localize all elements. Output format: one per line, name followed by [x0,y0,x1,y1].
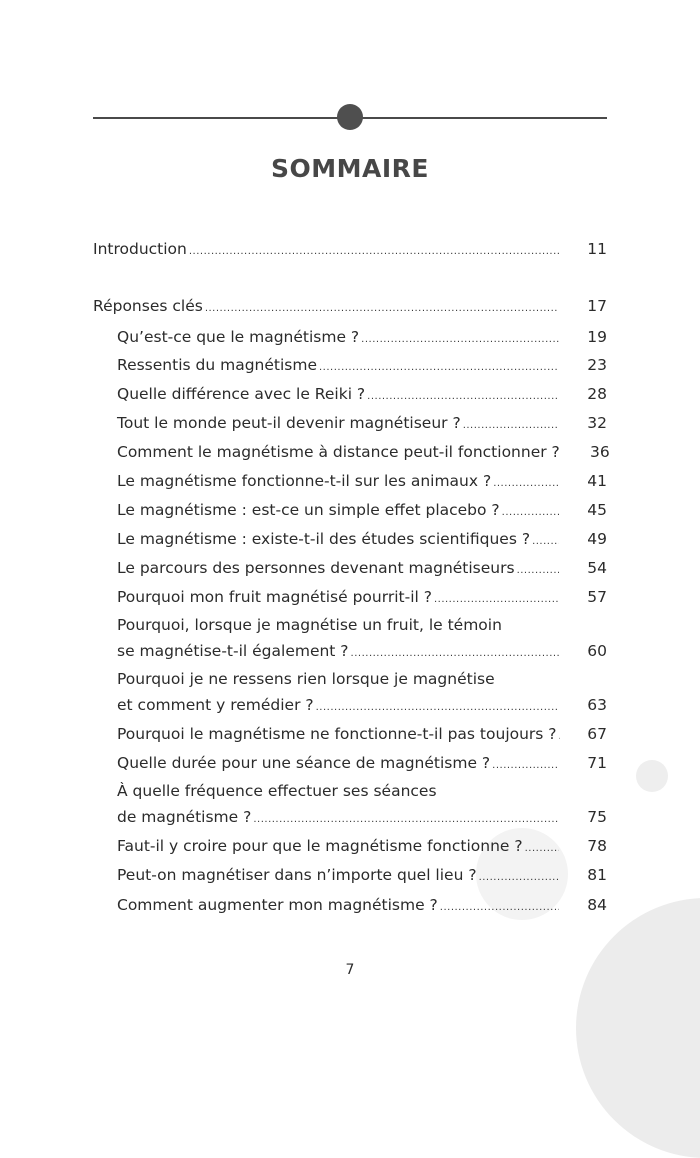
toc-entry-page: 57 [562,588,607,606]
toc-entry-page: 32 [562,414,607,432]
decorative-circle-small [636,760,668,792]
toc-entry[interactable] [117,356,607,374]
toc-entry-label: de magnétisme ? [117,808,251,826]
toc-entry-label: Peut-on magnétiser dans n’importe quel lieu ? [117,866,477,884]
toc-entry[interactable] [117,896,607,914]
toc-entry-label: Quelle différence avec le Reiki ? [117,385,365,403]
dot-leader [493,478,559,489]
dot-leader [253,814,559,825]
toc-entry-page: 23 [562,356,607,374]
toc-entry-label: Introduction [93,240,187,258]
dot-leader [361,334,559,345]
toc-entry[interactable] [117,530,607,548]
toc-entry[interactable] [117,414,607,432]
dot-leader [532,536,559,547]
dot-leader [502,507,559,518]
toc-entry-page: 60 [562,642,607,660]
dot-leader [189,246,559,257]
toc-entry[interactable] [117,642,607,660]
toc-entry-page: 54 [562,559,607,577]
dot-leader [479,872,559,883]
toc-entry-reponses-cles[interactable] [93,297,607,315]
dot-leader [205,303,559,314]
page-number: 7 [0,962,700,978]
toc-entry-label: Tout le monde peut-il devenir magnétiseur ? [117,414,461,432]
toc-entry-page: 71 [562,754,607,772]
toc-entry-label: se magnétise-t-il également ? [117,642,349,660]
toc-entry-label: Pourquoi le magnétisme ne fonctionne-t-il pas toujours ? [117,725,557,743]
toc-entry-first-line[interactable]: Pourquoi je ne ressens rien lorsque je magnétise [117,670,495,688]
toc-entry-page: 36 [565,443,610,461]
toc-entry[interactable] [117,808,607,826]
toc-entry-page: 75 [562,808,607,826]
toc-entry-label: Comment augmenter mon magnétisme ? [117,896,438,914]
toc-entry-first-line[interactable]: À quelle fréquence effectuer ses séances [117,782,437,800]
toc-entry-label: et comment y remédier ? [117,696,314,714]
toc-entry[interactable] [117,472,607,490]
toc-entry-page: 11 [562,240,607,258]
toc-entry-page: 28 [562,385,607,403]
toc-entry-label: Comment le magnétisme à distance peut-il fonctionner ? [117,443,560,461]
dot-leader [525,843,559,854]
toc-entry-label: Qu’est-ce que le magnétisme ? [117,328,359,346]
toc-entry[interactable] [117,696,607,714]
toc-entry-page: 45 [562,501,607,519]
toc-entry-first-line[interactable]: Pourquoi, lorsque je magnétise un fruit, le témoin [117,616,502,634]
toc-entry[interactable] [117,837,607,855]
dot-leader [319,362,559,373]
header-dot-icon [337,104,363,130]
toc-entry-label: Pourquoi mon fruit magnétisé pourrit-il ? [117,588,432,606]
toc-entry-label: Le parcours des personnes devenant magnétiseurs [117,559,515,577]
toc-entry-label: Le magnétisme fonctionne-t-il sur les animaux ? [117,472,491,490]
toc-entry-page: 78 [562,837,607,855]
toc-entry-page: 84 [562,896,607,914]
toc-entry[interactable] [117,328,607,346]
decorative-circle-large [576,898,700,1158]
toc-entry-introduction[interactable] [93,240,607,258]
toc-entry-page: 49 [562,530,607,548]
toc-entry-page: 67 [562,725,607,743]
toc-entry[interactable] [117,725,607,743]
dot-leader [463,420,559,431]
toc-entry[interactable] [117,385,607,403]
toc-entry[interactable] [117,754,607,772]
dot-leader [367,391,559,402]
toc-entry-page: 41 [562,472,607,490]
dot-leader [440,902,559,913]
toc-entry-label: Le magnétisme : existe-t-il des études scientifiques ? [117,530,530,548]
toc-entry-label: Ressentis du magnétisme [117,356,317,374]
dot-leader [316,702,559,713]
page-title: SOMMAIRE [0,154,700,183]
toc-entry[interactable] [117,588,607,606]
toc-entry[interactable] [117,559,607,577]
dot-leader [517,565,559,576]
dot-leader [434,594,559,605]
dot-leader [351,648,559,659]
toc-entry[interactable] [117,443,607,461]
toc-entry[interactable] [117,501,607,519]
toc-entry-label: Réponses clés [93,297,203,315]
toc-entry-page: 19 [562,328,607,346]
toc-entry-page: 17 [562,297,607,315]
toc-entry-page: 81 [562,866,607,884]
toc-entry-page: 63 [562,696,607,714]
toc-entry-label: Le magnétisme : est-ce un simple effet placebo ? [117,501,500,519]
toc-entry-label: Quelle durée pour une séance de magnétisme ? [117,754,490,772]
toc-entry-label: Faut-il y croire pour que le magnétisme fonctionne ? [117,837,523,855]
dot-leader [492,760,559,771]
toc-entry[interactable] [117,866,607,884]
